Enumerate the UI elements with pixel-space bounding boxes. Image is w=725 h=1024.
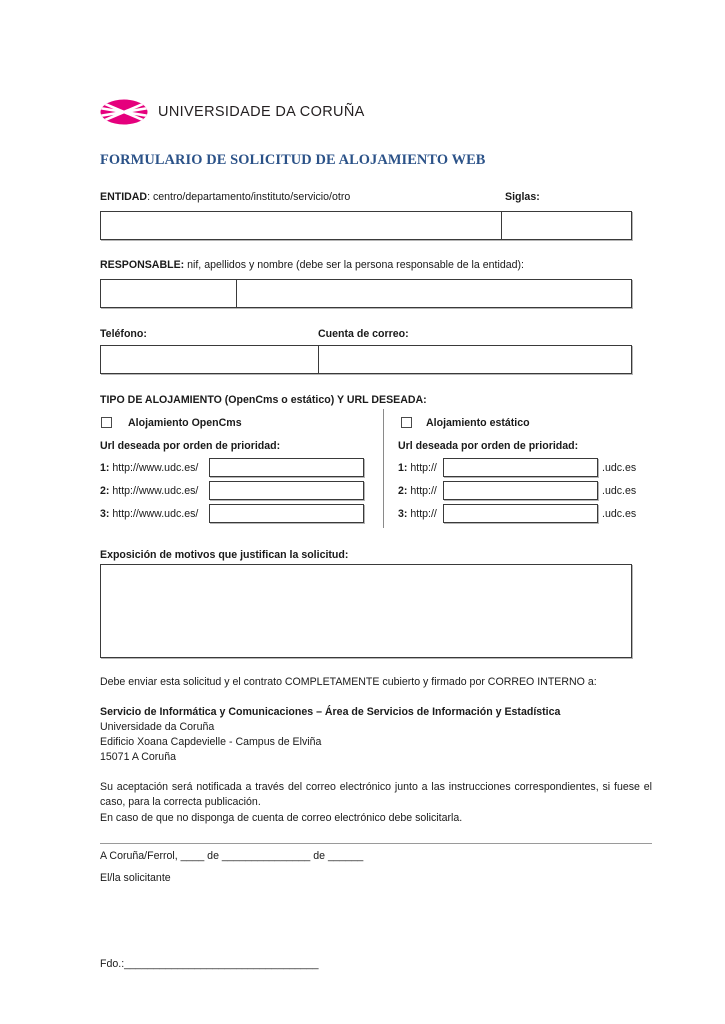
signer-label: El/la solicitante — [100, 872, 171, 884]
responsable-field-row[interactable] — [100, 279, 632, 308]
estatico-url-3-prefix — [398, 508, 437, 521]
estatico-url-3-input[interactable] — [443, 504, 598, 523]
opencms-url-2-scheme: http://www.udc.es/ — [112, 485, 199, 497]
address-line-2: Edificio Xoana Capdevielle - Campus de Elviña — [100, 736, 322, 748]
opencms-url-heading: Url deseada por orden de prioridad: — [100, 440, 281, 452]
estatico-url-2-input[interactable] — [443, 481, 598, 500]
opencms-url-1-prefix — [100, 462, 198, 475]
opencms-url-2-prefix — [100, 485, 198, 498]
responsable-label — [100, 259, 524, 272]
estatico-url-3-scheme: http:// — [410, 508, 437, 520]
checkbox-alojamiento-opencms[interactable] — [101, 417, 112, 428]
entidad-label-bold: ENTIDAD — [100, 191, 148, 203]
opencms-url-1-scheme: http://www.udc.es/ — [112, 462, 199, 474]
acceptance-note: Su aceptación será notificada a través del correo electrónico junto a las instrucciones correspondientes, si fuese el caso, para la correcta publicación. — [100, 781, 652, 809]
checkbox-alojamiento-estatico[interactable] — [401, 417, 412, 428]
opencms-url-1-num: 1: — [100, 462, 110, 474]
motivos-textarea[interactable] — [100, 564, 632, 658]
responsable-label-rest: nif, apellidos y nombre (debe ser la persona responsable de la entidad): — [184, 259, 524, 271]
send-instruction: Debe enviar esta solicitud y el contrato COMPLETAMENTE cubierto y firmado por CORREO INTERNO a: — [100, 676, 597, 688]
university-name: UNIVERSIDADE DA CORUÑA — [158, 104, 365, 120]
place-and-date: A Coruña/Ferrol, ____ de _______________ de ______ — [100, 850, 364, 862]
estatico-url-1-prefix — [398, 462, 437, 475]
entidad-label-rest: : centro/departamento/instituto/servicio/otro — [147, 191, 351, 203]
udc-logo-icon — [100, 97, 148, 127]
estatico-url-3-num: 3: — [398, 508, 408, 520]
estatico-url-2-suffix: .udc.es — [602, 485, 637, 497]
estatico-url-heading: Url deseada por orden de prioridad: — [398, 440, 579, 452]
estatico-url-1-input[interactable] — [443, 458, 598, 477]
entidad-row-divider — [501, 212, 502, 239]
correo-label: Cuenta de correo: — [318, 328, 409, 340]
page-title: FORMULARIO DE SOLICITUD DE ALOJAMIENTO WEB — [100, 152, 486, 168]
address-organization: Servicio de Informática y Comunicaciones – Área de Servicios de Información y Estadística — [100, 706, 561, 718]
opencms-url-2-input[interactable] — [209, 481, 364, 500]
telefono-label: Teléfono: — [100, 328, 147, 340]
signed-by-line: Fdo.:_________________________________ — [100, 958, 319, 970]
entidad-label — [100, 191, 350, 204]
contacto-field-row[interactable] — [100, 345, 632, 374]
estatico-url-2-prefix — [398, 485, 437, 498]
address-line-3: 15071 A Coruña — [100, 751, 176, 763]
opencms-url-3-prefix — [100, 508, 198, 521]
signature-divider — [100, 843, 652, 844]
estatico-url-2-num: 2: — [398, 485, 408, 497]
responsable-row-divider — [236, 280, 237, 307]
opencms-url-1-input[interactable] — [209, 458, 364, 477]
estatico-url-1-suffix: .udc.es — [602, 462, 637, 474]
label-alojamiento-estatico: Alojamiento estático — [426, 417, 530, 429]
opencms-url-3-input[interactable] — [209, 504, 364, 523]
siglas-label: Siglas: — [505, 191, 540, 203]
estatico-url-2-scheme: http:// — [410, 485, 437, 497]
contacto-row-divider — [318, 346, 319, 373]
hosting-columns-divider — [383, 409, 384, 528]
entidad-field-row[interactable] — [100, 211, 632, 240]
opencms-url-3-num: 3: — [100, 508, 110, 520]
label-alojamiento-opencms: Alojamiento OpenCms — [128, 417, 242, 429]
opencms-url-3-scheme: http://www.udc.es/ — [112, 508, 199, 520]
estatico-url-3-suffix: .udc.es — [602, 508, 637, 520]
responsable-label-bold: RESPONSABLE: — [100, 259, 185, 271]
university-logo-block — [100, 97, 365, 127]
email-account-note: En caso de que no disponga de cuenta de correo electrónico debe solicitarla. — [100, 812, 463, 824]
estatico-url-1-num: 1: — [398, 462, 408, 474]
motivos-label: Exposición de motivos que justifican la solicitud: — [100, 549, 349, 561]
address-line-1: Universidade da Coruña — [100, 721, 215, 733]
opencms-url-2-num: 2: — [100, 485, 110, 497]
estatico-url-1-scheme: http:// — [410, 462, 437, 474]
tipo-alojamiento-heading: TIPO DE ALOJAMIENTO (OpenCms o estático) Y URL DESEADA: — [100, 394, 427, 406]
